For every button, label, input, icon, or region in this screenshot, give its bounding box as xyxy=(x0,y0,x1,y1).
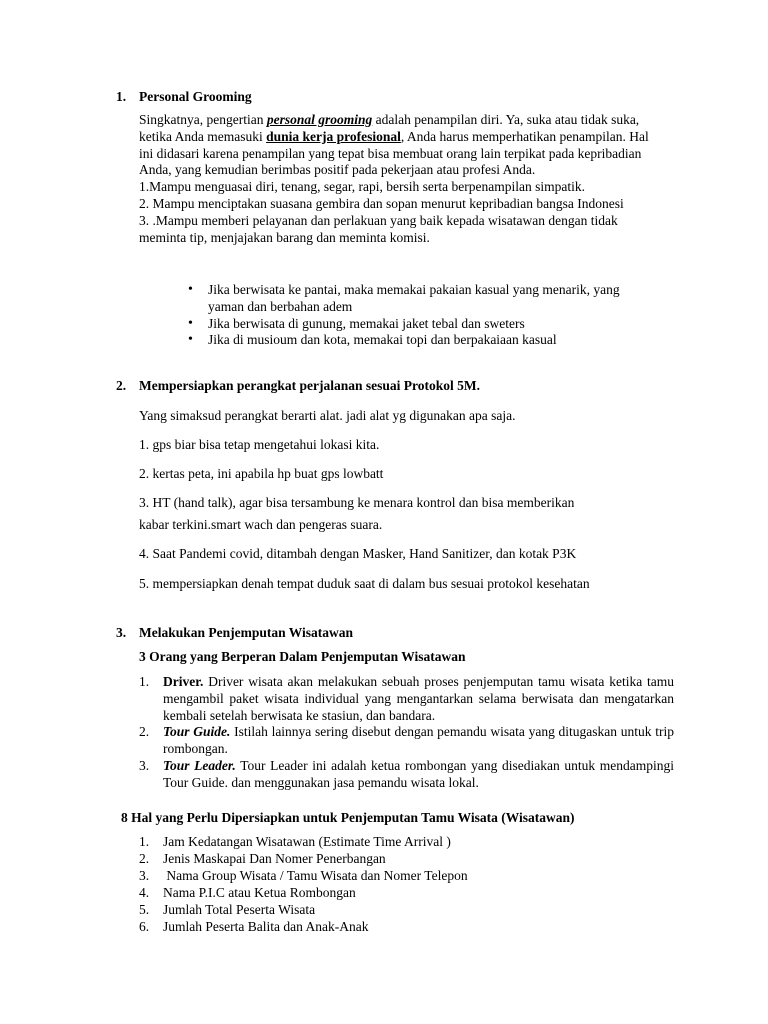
role-term: Driver. xyxy=(163,674,204,689)
section-2-item: 2. kertas peta, ini apabila hp buat gps lowbatt xyxy=(139,466,384,481)
prep-number: 2. xyxy=(139,851,150,866)
prep-number: 1. xyxy=(139,834,150,849)
role-desc: Driver wisata akan melakukan sebuah proses penjemputan tamu wisata ketika tamu mengambil paket wisata individual yang mengantarkan selama berwisata dan mengatarkan kembali setelah berwisata ke stasiun, dan bandara. xyxy=(163,674,674,723)
section-1-line-1: 1.Mampu menguasai diri, tenang, segar, rapi, bersih serta berpenampilan simpatik. xyxy=(139,179,585,195)
para-text-pre: Singkatnya, pengertian xyxy=(139,112,267,127)
section-1-bullets xyxy=(184,282,654,349)
section-2-item: 5. mempersiapkan denah tempat duduk saat di dalam bus sesuai protokol kesehatan xyxy=(139,576,590,591)
prep-text: Jumlah Peserta Balita dan Anak-Anak xyxy=(163,919,369,934)
section-2-title: Mempersiapkan perangkat perjalanan sesuai Protokol 5M. xyxy=(139,378,481,393)
section-2-item: kabar terkini.smart wach dan pengeras suara. xyxy=(139,517,383,532)
prep-item xyxy=(139,902,639,919)
section-2-item: 4. Saat Pandemi covid, ditambah dengan Masker, Hand Sanitizer, dan kotak P3K xyxy=(139,546,577,561)
prep-number: 6. xyxy=(139,919,150,934)
term-dunia-kerja: dunia kerja profesional xyxy=(266,128,401,144)
section-1-number: 1. xyxy=(116,89,127,104)
prep-item xyxy=(139,919,639,936)
role-text xyxy=(163,724,674,758)
prep-text: Jenis Maskapai Dan Nomer Penerbangan xyxy=(163,851,386,866)
prep-text: Jumlah Total Peserta Wisata xyxy=(163,902,316,917)
section-4-title: 8 Hal yang Perlu Dipersiapkan untuk Penjemputan Tamu Wisata (Wisatawan) xyxy=(121,810,575,825)
section-3-subtitle: 3 Orang yang Berperan Dalam Penjemputan Wisatawan xyxy=(139,649,466,664)
prep-number: 4. xyxy=(139,885,150,900)
role-term: Tour Leader. xyxy=(163,758,236,773)
prep-text: Jam Kedatangan Wisatawan (Estimate Time Arrival ) xyxy=(163,834,451,849)
prep-item xyxy=(139,868,639,885)
role-number: 2. xyxy=(139,724,150,739)
section-1-line-2: 2. Mampu menciptakan suasana gembira dan sopan menurut kepribadian bangsa Indonesi xyxy=(139,195,624,211)
section-1-line-3: 3. .Mampu memberi pelayanan dan perlakuan yang baik kepada wisatawan dengan tidak meminta tip, menjajakan barang dan meminta komisi. xyxy=(139,212,618,245)
prep-number: 3. xyxy=(139,868,150,883)
role-desc: Istilah lainnya sering disebut dengan pemandu wisata yang ditugaskan untuk trip rombongan. xyxy=(163,724,674,756)
role-number: 3. xyxy=(139,758,150,773)
prep-item xyxy=(139,851,639,868)
bullet-item: • Jika di musioum dan kota, memakai topi dan berpakaiaan kasual xyxy=(184,332,654,349)
para-text-mid: adalah penampilan diri. Ya, suka atau tidak suka, ketika Anda memasuki xyxy=(139,112,640,144)
section-2-item: 1. gps biar bisa tetap mengetahui lokasi kita. xyxy=(139,437,380,452)
bullet-item: • Jika berwisata ke pantai, maka memakai pakaian kasual yang menarik, yang yaman dan berbahan adem xyxy=(184,282,654,316)
prep-text: Nama Group Wisata / Tamu Wisata dan Nomer Telepon xyxy=(163,868,468,883)
section-1-paragraph xyxy=(139,112,649,179)
bullet-item: • Jika berwisata di gunung, memakai jaket tebal dan sweters xyxy=(184,316,654,333)
prep-text: Nama P.I.C atau Ketua Rombongan xyxy=(163,885,356,900)
prep-number: 5. xyxy=(139,902,150,917)
role-text xyxy=(163,674,674,724)
role-term: Tour Guide. xyxy=(163,724,231,739)
prep-item xyxy=(139,834,639,851)
section-1-title: Personal Grooming xyxy=(139,89,252,104)
section-2-item: 3. HT (hand talk), agar bisa tersambung ke menara kontrol dan bisa memberikan xyxy=(139,495,575,510)
section-1-body xyxy=(139,112,649,246)
role-text xyxy=(163,758,674,792)
section-2-number: 2. xyxy=(116,378,127,393)
section-3-number: 3. xyxy=(116,625,127,640)
section-2-intro: Yang simaksud perangkat berarti alat. jadi alat yg digunakan apa saja. xyxy=(139,408,516,423)
role-desc: Tour Leader ini adalah ketua rombongan yang disediakan untuk mendampingi Tour Guide. dan menggunakan jasa pemandu wisata lokal. xyxy=(163,758,675,790)
prep-item xyxy=(139,885,639,902)
term-personal-grooming: personal grooming xyxy=(266,112,373,127)
para-text-post: , Anda harus memperhatikan penampilan. Hal ini didasari karena penampilan yang tepat bisa membuat orang lain terpikat pada kepribadian Anda, yang kemudian berimbas positif pada pekerjaan atau profesi Anda. xyxy=(139,128,649,178)
role-number: 1. xyxy=(139,674,150,689)
role-item xyxy=(139,674,674,724)
role-item xyxy=(139,758,674,792)
role-item xyxy=(139,724,674,758)
section-3-title: Melakukan Penjemputan Wisatawan xyxy=(139,625,354,640)
